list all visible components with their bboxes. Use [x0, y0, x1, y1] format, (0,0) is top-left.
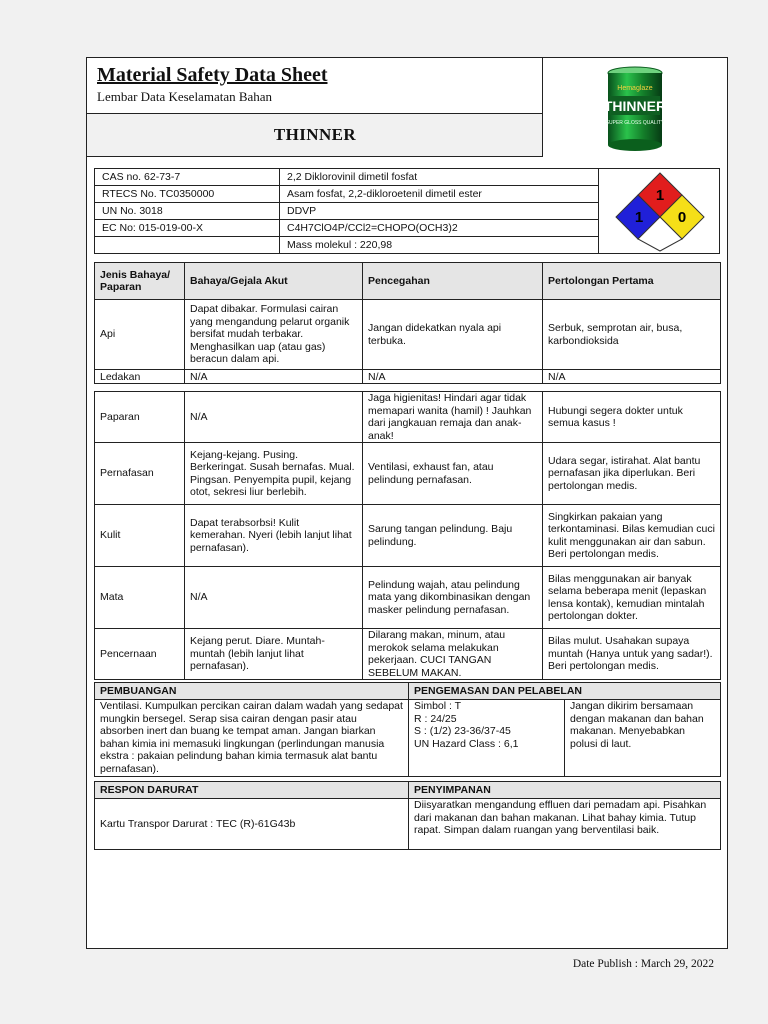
hazard-header-type: Jenis Bahaya/ Paparan: [95, 263, 185, 300]
product-name-box: [87, 114, 543, 157]
identity-name: Asam fosfat, 2,2-dikloroetenil dimetil ester: [280, 186, 599, 203]
acute-symptoms: Kejang-kejang. Pusing. Berkeringat. Susah bernafas. Mual. Pingsan. Penyempita pupil, kejang otot, sekresi liur berlebih.: [185, 443, 363, 505]
respon-text: Kartu Transpor Darurat : TEC (R)-61G43b: [95, 799, 409, 850]
first-aid: N/A: [543, 370, 721, 384]
identity-name: DDVP: [280, 203, 599, 220]
hazard-type: Pernafasan: [95, 443, 185, 505]
acute-symptoms: Dapat terabsorbsi! Kulit kemerahan. Nyeri (lebih lanjut lihat pernafasan).: [185, 505, 363, 567]
product-name: THINNER: [273, 125, 357, 144]
svg-text:Hemaglaze: Hemaglaze: [617, 85, 653, 92]
packaging-codes: [409, 700, 565, 777]
acute-symptoms: N/A: [185, 392, 363, 443]
penyimpanan-text: Diisyaratkan mengandung effluen dari pemadam api. Pisahkan dari makanan dan bahan makanan. Lihat bahay kimia. Tutup rapat. Simpan dalam ruangan yang berventilasi baik.: [409, 799, 721, 850]
first-aid: Bilas menggunakan air banyak selama beberapa menit (lepaskan lensa kontak), kemudian mintalah pertolongan dokter.: [543, 567, 721, 629]
prevention: N/A: [363, 370, 543, 384]
safety-data-sheet: [86, 57, 728, 949]
identity-row: [95, 203, 599, 220]
identity-code: UN No. 3018: [95, 203, 280, 220]
disposal-packaging-table: [94, 682, 721, 777]
identity-name: 2,2 Diklorovinil dimetil fosfat: [280, 169, 599, 186]
acute-symptoms: N/A: [185, 567, 363, 629]
hazard-header-prevention: Pencegahan: [363, 263, 543, 300]
prevention: Ventilasi, exhaust fan, atau pelindung pernafasan.: [363, 443, 543, 505]
hazard-row: [95, 300, 721, 370]
identity-code: [95, 237, 280, 254]
acute-symptoms: Kejang perut. Diare. Muntah-muntah (lebih lanjut lihat pernafasan).: [185, 629, 363, 680]
emergency-storage-table: [94, 781, 721, 850]
acute-symptoms: Dapat dibakar. Formulasi cairan yang mengandung pelarut organik bersifat mudah terbakar. Menghasilkan uap (atau gas) beracun dalam api.: [185, 300, 363, 370]
title-box: [87, 58, 543, 114]
identity-row: [95, 169, 599, 186]
prevention: Pelindung wajah, atau pelindung mata yang dikombinasikan dengan masker pelindung pernafasan.: [363, 567, 543, 629]
identity-code: CAS no. 62-73-7: [95, 169, 280, 186]
packaging-symbol: Simbol : T: [414, 700, 462, 712]
pembuangan-text: Ventilasi. Kumpulkan percikan cairan dalam wadah yang sedapat mungkin bersegel. Serap sisa cairan dengan pasir atau absorben inert dan buang ke tempat aman. Jangan biarkan bahan kimia ini memasuki lingkungan (perlindungan manusia ekstra : pakaian pelindung bahan kimia termasuk alat bantu pernafasan).: [95, 700, 409, 777]
hazard-header-acute: Bahaya/Gejala Akut: [185, 263, 363, 300]
can-tagline-text: SUPER GLOSS QUALITY: [605, 120, 665, 126]
thinner-can-image: [603, 65, 667, 152]
health-rating: 1: [634, 209, 644, 226]
packaging-risk: R : 24/25: [414, 712, 457, 725]
identity-row: [95, 237, 599, 254]
identity-code: EC No: 015-019-00-X: [95, 220, 280, 237]
respon-title: RESPON DARURAT: [95, 782, 409, 799]
pembuangan-title: PEMBUANGAN: [95, 683, 409, 700]
packaging-un-class: UN Hazard Class : 6,1: [414, 737, 519, 750]
identity-code: RTECS No. TC0350000: [95, 186, 280, 203]
prevention: Dilarang makan, minum, atau merokok selama melakukan pekerjaan. CUCI TANGAN SEBELUM MAKAN.: [363, 629, 543, 680]
first-aid: Bilas mulut. Usahakan supaya muntah (Hanya untuk yang sadar!). Beri pertolongan medis.: [543, 629, 721, 680]
pengemasan-title: PENGEMASAN DAN PELABELAN: [409, 683, 721, 700]
publish-date: Date Publish : March 29, 2022: [572, 958, 714, 970]
hazard-type: Api: [95, 300, 185, 370]
identity-name: C4H7ClO4P/CCl2=CHOPO(OCH3)2: [280, 220, 599, 237]
hazard-row: [95, 505, 721, 567]
can-brand-text: THINNER: [603, 98, 667, 114]
hazard-type: Mata: [95, 567, 185, 629]
hazard-row: [95, 392, 721, 443]
nfpa-hazard-diamond: [598, 168, 720, 254]
prevention: Jaga higienitas! Hindari agar tidak memapari wanita (hamil) ! Jauhkan dari jangkauan remaja dan anak-anak!: [363, 392, 543, 443]
identity-row: [95, 220, 599, 237]
chemical-identity-table: [94, 168, 599, 254]
hazard-header-first-aid: Pertolongan Pertama: [543, 263, 721, 300]
identity-row: [95, 186, 599, 203]
first-aid: Singkirkan pakaian yang terkontaminasi. Bilas kemudian cuci kulit menggunakan air dan sabun. Beri pertolongan medis.: [543, 505, 721, 567]
penyimpanan-title: PENYIMPANAN: [409, 782, 721, 799]
hazard-type: Kulit: [95, 505, 185, 567]
hazard-type: Paparan: [95, 392, 185, 443]
page-subtitle: Lembar Data Keselamatan Bahan: [97, 89, 273, 104]
identity-name: Mass molekul : 220,98: [280, 237, 599, 254]
hazard-section-gap: [95, 384, 721, 392]
first-aid: Serbuk, semprotan air, busa, karbondioksida: [543, 300, 721, 370]
first-aid: Hubungi segera dokter untuk semua kasus !: [543, 392, 721, 443]
reactivity-rating: 0: [677, 209, 687, 226]
prevention: Jangan didekatkan nyala api terbuka.: [363, 300, 543, 370]
first-aid: Udara segar, istirahat. Alat bantu pernafasan jika diperlukan. Beri pertolongan medis.: [543, 443, 721, 505]
hazard-row: [95, 370, 721, 384]
prevention: Sarung tangan pelindung. Baju pelindung.: [363, 505, 543, 567]
hazard-row: [95, 443, 721, 505]
acute-symptoms: N/A: [185, 370, 363, 384]
fire-rating: 1: [655, 187, 665, 204]
hazard-type: Pencernaan: [95, 629, 185, 680]
hazard-information-table: [94, 262, 721, 680]
packaging-warning: Jangan dikirim bersamaan dengan makanan dan bahan makanan. Menyebabkan polusi di laut.: [565, 700, 721, 777]
hazard-row: [95, 629, 721, 680]
hazard-type: Ledakan: [95, 370, 185, 384]
page-title: Material Safety Data Sheet: [97, 64, 328, 86]
hazard-row: [95, 567, 721, 629]
packaging-safety: S : (1/2) 23-36/37-45: [414, 725, 511, 737]
